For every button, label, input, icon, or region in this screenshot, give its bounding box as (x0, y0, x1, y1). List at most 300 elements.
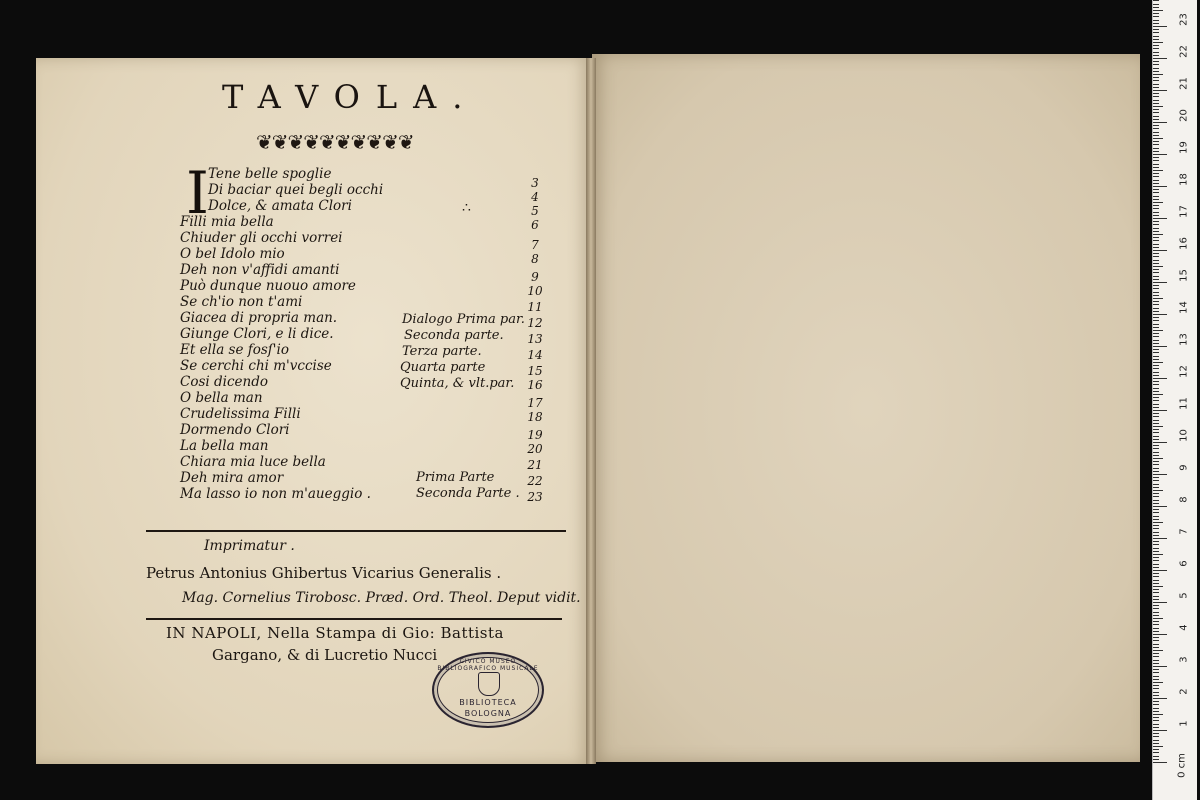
part-label: Quarta parte (400, 360, 486, 375)
ruler-tick (1153, 170, 1163, 171)
ruler-tick (1153, 752, 1159, 753)
ruler-tick (1153, 234, 1163, 235)
ruler-tick (1153, 516, 1159, 517)
ruler-number: 18 (1178, 173, 1190, 186)
ruler-tick (1153, 100, 1159, 101)
ruler-tick (1153, 288, 1159, 289)
ruler-tick (1153, 474, 1167, 475)
ruler-tick (1153, 541, 1159, 542)
ruler-tick (1153, 532, 1159, 533)
part-label: Dialogo Prima par. (402, 312, 525, 327)
ruler-tick (1153, 538, 1167, 539)
ruler-number: 5 (1178, 592, 1190, 599)
page-number: 14 (527, 348, 543, 362)
ruler-tick (1153, 567, 1159, 568)
imprint-line: IN NAPOLI, Nella Stampa di Gio: Battista (166, 624, 504, 642)
ruler-tick (1153, 724, 1159, 725)
ruler-tick (1153, 119, 1159, 120)
toc-entry: Giunge Clori, e li dice. (180, 326, 334, 342)
ruler-tick (1153, 576, 1159, 577)
ruler-number: 17 (1178, 205, 1190, 218)
ruler-tick (1153, 4, 1159, 5)
ruler-tick (1153, 269, 1159, 270)
ruler-tick (1153, 218, 1167, 219)
blank-right-page (592, 54, 1140, 762)
ruler-tick (1153, 93, 1159, 94)
page-number: 18 (527, 410, 543, 424)
ruler-tick (1153, 672, 1159, 673)
ruler-tick (1153, 509, 1159, 510)
ruler-tick (1153, 477, 1159, 478)
ruler-tick (1153, 128, 1159, 129)
ruler-tick (1153, 314, 1167, 315)
ruler-tick (1153, 714, 1163, 715)
ruler-tick (1153, 608, 1159, 609)
ruler-tick (1153, 583, 1159, 584)
ruler-tick (1153, 420, 1159, 421)
ruler-tick (1153, 605, 1159, 606)
ruler-tick (1153, 205, 1159, 206)
ruler-number: 3 (1178, 656, 1190, 663)
ruler-tick (1153, 407, 1159, 408)
toc-entry: Se cerchi chi m'vccise (180, 358, 332, 374)
ruler-tick (1153, 535, 1159, 536)
ruler-tick (1153, 640, 1159, 641)
ruler-tick (1153, 381, 1159, 382)
ruler-tick (1153, 756, 1159, 757)
toc-entry: Dormendo Clori (180, 422, 290, 438)
ruler-tick (1153, 426, 1163, 427)
ruler-tick (1153, 480, 1159, 481)
toc-entry: Crudelissima Filli (180, 406, 301, 422)
part-label: Terza parte. (402, 344, 482, 359)
ruler-tick (1153, 346, 1167, 347)
page-number: 12 (527, 316, 543, 330)
ruler-tick (1153, 384, 1159, 385)
stamp-text: CIVICO MUSEO BIBLIOGRAFICO MUSICALE (437, 658, 539, 672)
ruler-tick (1153, 464, 1159, 465)
toc-entry: Chiara mia luce bella (180, 454, 326, 470)
ruler-tick (1153, 228, 1159, 229)
ruler-tick (1153, 250, 1167, 251)
ruler-tick (1153, 362, 1163, 363)
ruler-tick (1153, 58, 1167, 59)
page-number: 19 (527, 428, 543, 442)
ruler-tick (1153, 496, 1159, 497)
toc-entry: Se ch'io non t'ami (180, 294, 303, 310)
ruler-tick (1153, 564, 1159, 565)
ruler-unit: 0 cm (1176, 753, 1188, 778)
ruler-tick (1153, 618, 1163, 619)
ruler-tick (1153, 445, 1159, 446)
page-number: 16 (527, 378, 543, 392)
divider-rule (146, 530, 566, 532)
ruler-number: 11 (1178, 397, 1190, 410)
stamp-text: BOLOGNA (464, 709, 512, 718)
ruler-tick (1153, 557, 1159, 558)
printer-mark: ∴ (462, 200, 471, 216)
ruler-tick (1153, 560, 1159, 561)
ruler-tick (1153, 490, 1163, 491)
ruler-tick (1153, 16, 1159, 17)
ruler-tick (1153, 695, 1159, 696)
ruler-tick (1153, 352, 1159, 353)
ruler-tick (1153, 519, 1159, 520)
ruler-tick (1153, 308, 1159, 309)
ruler-tick (1153, 663, 1159, 664)
ruler-tick (1153, 224, 1159, 225)
ruler-tick (1153, 327, 1159, 328)
ruler-tick (1153, 647, 1159, 648)
ruler-tick (1153, 164, 1159, 165)
ruler-tick (1153, 87, 1159, 88)
page-number: 7 (531, 238, 539, 252)
page-number: 13 (527, 332, 543, 346)
toc-entry: Di baciar quei begli occhi (208, 182, 384, 198)
ruler-number: 10 (1178, 429, 1190, 442)
ruler-tick (1153, 176, 1159, 177)
ruler-tick (1153, 544, 1159, 545)
ruler-tick (1153, 29, 1159, 30)
ruler-tick (1153, 135, 1159, 136)
ruler-tick (1153, 570, 1167, 571)
toc-entry: Dolce, & amata Clori (208, 198, 352, 214)
ruler-tick (1153, 202, 1163, 203)
ruler-tick (1153, 189, 1159, 190)
toc-entry: Tene belle spoglie (208, 166, 332, 182)
ruler-tick (1153, 263, 1159, 264)
ruler-tick (1153, 493, 1159, 494)
ruler-tick (1153, 612, 1159, 613)
ruler-tick (1153, 660, 1159, 661)
ruler-tick (1153, 436, 1159, 437)
ruler-tick (1153, 615, 1159, 616)
ruler-tick (1153, 621, 1159, 622)
ruler-tick (1153, 61, 1159, 62)
ruler-tick (1153, 221, 1159, 222)
ruler-tick (1153, 500, 1159, 501)
ruler-tick (1153, 260, 1159, 261)
ruler-tick (1153, 740, 1159, 741)
ruler-tick (1153, 624, 1159, 625)
ruler-tick (1153, 186, 1167, 187)
ruler-tick (1153, 231, 1159, 232)
ruler-tick (1153, 634, 1167, 635)
ruler-tick (1153, 32, 1159, 33)
ruler-number: 14 (1178, 301, 1190, 314)
ruler-tick (1153, 423, 1159, 424)
page-number: 21 (527, 458, 543, 472)
ruler-number: 19 (1178, 141, 1190, 154)
ruler-tick (1153, 442, 1167, 443)
ruler-tick (1153, 148, 1159, 149)
ruler-tick (1153, 26, 1167, 27)
ruler-tick (1153, 720, 1159, 721)
ruler-tick (1153, 631, 1159, 632)
ruler-tick (1153, 199, 1159, 200)
ruler-tick (1153, 330, 1163, 331)
ruler-number: 7 (1178, 528, 1190, 535)
ruler-number: 6 (1178, 560, 1190, 567)
ruler-tick (1153, 448, 1159, 449)
ruler-tick (1153, 13, 1159, 14)
ruler-tick (1153, 160, 1159, 161)
ornament-border: ❦❦❦❦❦❦❦❦❦❦ (256, 130, 414, 154)
ruler-tick (1153, 96, 1159, 97)
book-gutter (586, 58, 596, 764)
ruler-number: 21 (1178, 77, 1190, 90)
ruler-tick (1153, 688, 1159, 689)
ruler-tick (1153, 471, 1159, 472)
ruler-tick (1153, 708, 1159, 709)
ruler-tick (1153, 304, 1159, 305)
toc-entry: O bella man (180, 390, 263, 406)
ruler-tick (1153, 525, 1159, 526)
ruler-tick (1153, 522, 1163, 523)
ruler-tick (1153, 736, 1159, 737)
toc-entry: Cosi dicendo (180, 374, 268, 390)
ruler-tick (1153, 762, 1167, 763)
toc-entry: La bella man (180, 438, 269, 454)
page-number: 5 (531, 204, 539, 218)
ruler-tick (1153, 103, 1159, 104)
ruler-tick (1153, 84, 1159, 85)
ruler-tick (1153, 400, 1159, 401)
ruler-tick (1153, 669, 1159, 670)
page-number: 20 (527, 442, 543, 456)
ruler-tick (1153, 727, 1159, 728)
measuring-ruler (1152, 0, 1197, 800)
ruler-tick (1153, 295, 1159, 296)
ruler-tick (1153, 317, 1159, 318)
ruler-tick (1153, 349, 1159, 350)
part-label: Seconda parte. (404, 328, 504, 343)
ruler-tick (1153, 429, 1159, 430)
ruler-tick (1153, 196, 1159, 197)
ruler-number: 22 (1178, 45, 1190, 58)
ruler-tick (1153, 324, 1159, 325)
toc-entry: Giacea di propria man. (180, 310, 338, 326)
ruler-tick (1153, 36, 1159, 37)
ruler-tick (1153, 628, 1159, 629)
ruler-tick (1153, 52, 1159, 53)
ruler-tick (1153, 461, 1159, 462)
ruler-tick (1153, 282, 1167, 283)
ruler-tick (1153, 592, 1159, 593)
ruler-tick (1153, 112, 1159, 113)
ruler-tick (1153, 106, 1163, 107)
ruler-tick (1153, 397, 1159, 398)
ruler-tick (1153, 554, 1163, 555)
ruler-tick (1153, 333, 1159, 334)
ruler-tick (1153, 292, 1159, 293)
imprimatur-label: Imprimatur . (204, 538, 295, 554)
ruler-number: 12 (1178, 365, 1190, 378)
ruler-tick (1153, 71, 1159, 72)
ruler-tick (1153, 279, 1159, 280)
ruler-tick (1153, 183, 1159, 184)
imprimatur-line: Mag. Cornelius Tirobosc. Præd. Ord. Theol. Deput vidit. (182, 590, 581, 606)
ruler-tick (1153, 208, 1159, 209)
ruler-tick (1153, 68, 1159, 69)
ruler-tick (1153, 365, 1159, 366)
divider-rule (146, 618, 562, 620)
ruler-tick (1153, 215, 1159, 216)
ruler-tick (1153, 237, 1159, 238)
page-number: 6 (531, 218, 539, 232)
ruler-tick (1153, 548, 1159, 549)
ruler-tick (1153, 180, 1159, 181)
page-number: 15 (527, 364, 543, 378)
ruler-tick (1153, 157, 1159, 158)
ruler-tick (1153, 42, 1163, 43)
ruler-tick (1153, 679, 1159, 680)
ruler-tick (1153, 586, 1163, 587)
ruler-tick (1153, 80, 1159, 81)
ruler-tick (1153, 320, 1159, 321)
ruler-number: 15 (1178, 269, 1190, 282)
ruler-tick (1153, 311, 1159, 312)
ruler-tick (1153, 151, 1159, 152)
part-label: Prima Parte (416, 470, 495, 485)
ruler-tick (1153, 711, 1159, 712)
ruler-number: 9 (1178, 464, 1190, 471)
ruler-tick (1153, 90, 1167, 91)
ruler-tick (1153, 343, 1159, 344)
ruler-tick (1153, 192, 1159, 193)
part-label: Seconda Parte . (416, 486, 520, 501)
ruler-tick (1153, 589, 1159, 590)
ruler-tick (1153, 676, 1159, 677)
ruler-tick (1153, 359, 1159, 360)
page-number: 22 (527, 474, 543, 488)
toc-entry: Ma lasso io non m'aueggio . (180, 486, 371, 502)
drop-capital: I (186, 159, 209, 227)
ruler-tick (1153, 404, 1159, 405)
ruler-tick (1153, 244, 1159, 245)
ruler-tick (1153, 596, 1159, 597)
ruler-tick (1153, 692, 1159, 693)
imprimatur-line: Petrus Antonius Ghibertus Vicarius Generalis . (146, 564, 502, 582)
ruler-tick (1153, 336, 1159, 337)
ruler-tick (1153, 23, 1159, 24)
ruler-tick (1153, 20, 1159, 21)
imprint-line: Gargano, & di Lucretio Nucci (212, 646, 438, 664)
ruler-tick (1153, 77, 1159, 78)
ruler-tick (1153, 701, 1159, 702)
page-number: 17 (527, 396, 543, 410)
ruler-tick (1153, 391, 1159, 392)
ruler-tick (1153, 74, 1163, 75)
page-number: 11 (527, 300, 543, 314)
toc-entry: Può dunque nuouo amore (180, 278, 356, 294)
page-title: TAVOLA. (222, 78, 479, 116)
ruler-number: 8 (1178, 496, 1190, 503)
ruler-tick (1153, 368, 1159, 369)
ruler-tick (1153, 388, 1159, 389)
library-stamp (432, 652, 544, 728)
ruler-tick (1153, 644, 1159, 645)
page-number: 10 (527, 284, 543, 298)
ruler-tick (1153, 64, 1159, 65)
ruler-tick (1153, 109, 1159, 110)
page-number: 4 (531, 190, 539, 204)
ruler-tick (1153, 599, 1159, 600)
ruler-tick (1153, 212, 1159, 213)
ruler-tick (1153, 240, 1159, 241)
ruler-tick (1153, 144, 1159, 145)
ruler-tick (1153, 759, 1159, 760)
ruler-tick (1153, 650, 1163, 651)
page-number: 23 (527, 490, 543, 504)
ruler-tick (1153, 301, 1159, 302)
ruler-tick (1153, 256, 1159, 257)
ruler-tick (1153, 410, 1167, 411)
ruler-tick (1153, 528, 1159, 529)
ruler-tick (1153, 653, 1159, 654)
ruler-tick (1153, 356, 1159, 357)
ruler-tick (1153, 503, 1159, 504)
ruler-tick (1153, 484, 1159, 485)
ruler-number: 13 (1178, 333, 1190, 346)
ruler-tick (1153, 743, 1159, 744)
ruler-tick (1153, 439, 1159, 440)
ruler-tick (1153, 276, 1159, 277)
ruler-tick (1153, 733, 1159, 734)
ruler-tick (1153, 452, 1159, 453)
ruler-tick (1153, 378, 1167, 379)
crest-icon (478, 672, 500, 696)
ruler-tick (1153, 247, 1159, 248)
ruler-tick (1153, 253, 1159, 254)
ruler-tick (1153, 458, 1163, 459)
ruler-tick (1153, 167, 1159, 168)
ruler-tick (1153, 656, 1159, 657)
ruler-number: 20 (1178, 109, 1190, 122)
ruler-tick (1153, 685, 1159, 686)
toc-entry: O bel Idolo mio (180, 246, 285, 262)
ruler-tick (1153, 551, 1159, 552)
toc-entry: Chiuder gli occhi vorrei (180, 230, 343, 246)
ruler-tick (1153, 0, 1159, 1)
ruler-tick (1153, 173, 1159, 174)
ruler-tick (1153, 48, 1159, 49)
ruler-tick (1153, 340, 1159, 341)
ruler-tick (1153, 372, 1159, 373)
ruler-tick (1153, 125, 1159, 126)
ruler-number: 16 (1178, 237, 1190, 250)
toc-entry: Deh non v'affidi amanti (180, 262, 340, 278)
ruler-tick (1153, 10, 1163, 11)
ruler-tick (1153, 39, 1159, 40)
ruler-tick (1153, 45, 1159, 46)
ruler-tick (1153, 637, 1159, 638)
ruler-tick (1153, 602, 1167, 603)
ruler-number: 1 (1178, 720, 1190, 727)
ruler-tick (1153, 698, 1167, 699)
ruler-tick (1153, 55, 1159, 56)
ruler-tick (1153, 455, 1159, 456)
ruler-tick (1153, 7, 1159, 8)
ruler-number: 2 (1178, 688, 1190, 695)
ruler-tick (1153, 138, 1163, 139)
ruler-tick (1153, 285, 1159, 286)
toc-entry: Filli mia bella (180, 214, 274, 230)
page-number: 9 (531, 270, 539, 284)
ruler-tick (1153, 730, 1167, 731)
ruler-tick (1153, 132, 1159, 133)
ruler-tick (1153, 122, 1167, 123)
